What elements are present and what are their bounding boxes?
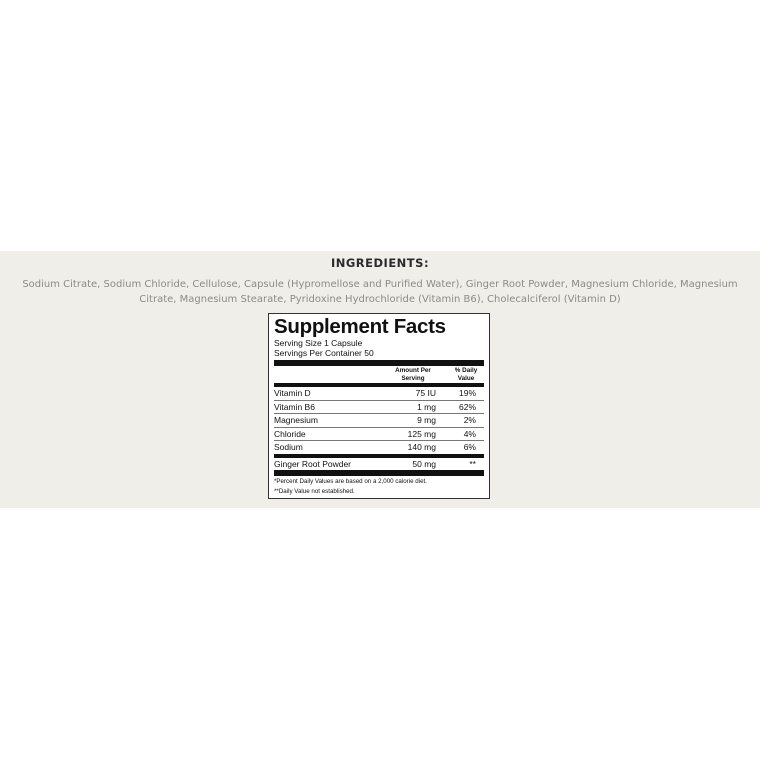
nutrient-amount: 140 mg	[407, 442, 436, 452]
nutrient-amount: 125 mg	[407, 428, 436, 439]
nutrient-amount: 1 mg	[417, 401, 436, 412]
nutrient-name: Sodium	[274, 442, 303, 452]
table-row	[274, 387, 484, 401]
nutrient-dv: 19%	[458, 388, 476, 398]
serving-size: Serving Size 1 Capsule	[274, 338, 363, 348]
blend-amount: 50 mg	[412, 458, 436, 469]
nutrient-dv: 2%	[463, 415, 476, 425]
footnote-dv: *Percent Daily Values are based on a 2,000 calorie diet.	[274, 478, 427, 485]
supplement-facts-label	[268, 313, 490, 499]
table-row	[274, 414, 484, 428]
table-row	[274, 428, 484, 442]
table-row	[274, 401, 484, 415]
blend-row	[274, 458, 484, 471]
supplement-facts-title: Supplement Facts	[274, 315, 446, 338]
nutrient-dv: 62%	[458, 401, 476, 412]
servings-per-container: Servings Per Container 50	[274, 348, 374, 358]
dv-header: % Daily Value	[454, 367, 478, 382]
table-row	[274, 441, 484, 454]
footnote-not-established: **Daily Value not established.	[274, 488, 355, 495]
nutrient-name: Vitamin B6	[274, 401, 315, 412]
blend-name: Ginger Root Powder	[274, 458, 352, 469]
blend-dv: **	[469, 458, 476, 469]
nutrient-name: Magnesium	[274, 415, 318, 425]
nutrient-amount: 75 IU	[415, 388, 436, 398]
nutrient-name: Chloride	[274, 428, 306, 439]
nutrient-name: Vitamin D	[274, 388, 311, 398]
amount-header: Amount Per Serving	[395, 367, 431, 382]
column-header	[274, 366, 484, 383]
nutrient-dv: 4%	[463, 428, 476, 439]
ingredients-heading: INGREDIENTS:	[330, 256, 430, 270]
nutrient-amount: 9 mg	[417, 415, 436, 425]
nutrient-dv: 6%	[463, 442, 476, 452]
ingredients-list: Sodium Citrate, Sodium Chloride, Cellulose, Capsule (Hypromellose and Purified Water), Ginger Root Powder, Magnesium Chloride, Magnesium Citrate, Magnesium Stearate, Pyridoxine Hydrochloride (Vitamin B6), Cholecalciferol (Vitamin D)	[22, 279, 738, 305]
